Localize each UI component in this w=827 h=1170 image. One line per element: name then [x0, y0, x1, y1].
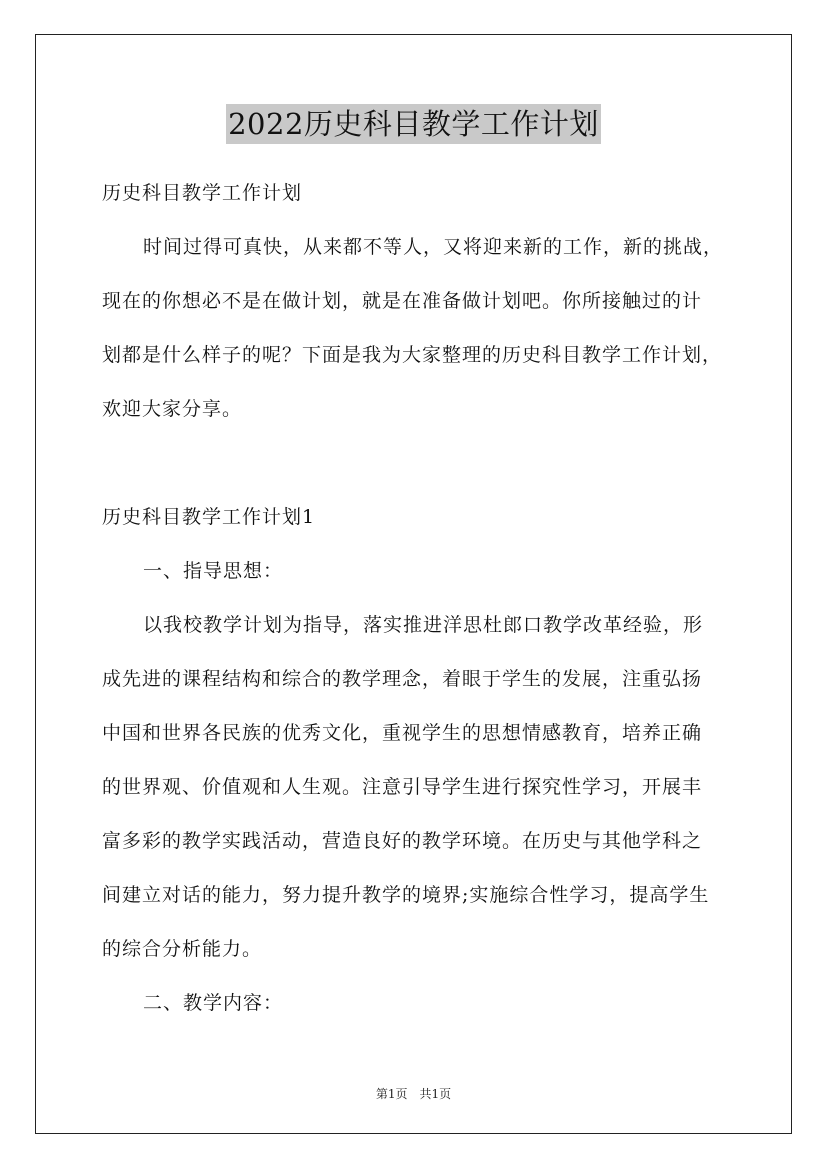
intro-line: 现在的你想必不是在做计划，就是在准备做计划吧。你所接触过的计	[102, 290, 703, 312]
intro-line: 欢迎大家分享。	[102, 398, 243, 420]
part1-heading: 一、指导思想：	[143, 560, 284, 582]
part2-heading: 二、教学内容：	[143, 992, 284, 1014]
paragraph-line: 以我校教学计划为指导，落实推进洋思杜郎口教学改革经验，形	[143, 614, 704, 636]
document-title: 2022历史科目教学工作计划	[226, 104, 601, 144]
intro-line: 时间过得可真快，从来都不等人，又将迎来新的工作，新的挑战，	[143, 236, 724, 258]
paragraph-line: 中国和世界各民族的优秀文化，重视学生的思想情感教育，培养正确	[102, 722, 703, 744]
paragraph-line: 成先进的课程结构和综合的教学理念，着眼于学生的发展，注重弘扬	[102, 668, 703, 690]
intro-line: 划都是什么样子的呢？下面是我为大家整理的历史科目教学工作计划，	[102, 344, 723, 366]
section-heading: 历史科目教学工作计划1	[102, 506, 316, 528]
paragraph-line: 间建立对话的能力，努力提升教学的境界;实施综合性学习，提高学生	[102, 884, 710, 906]
title-container	[0, 104, 827, 144]
subtitle: 历史科目教学工作计划	[102, 182, 303, 204]
spacer	[102, 440, 730, 494]
paragraph-line: 的综合分析能力。	[102, 938, 263, 960]
document-body	[102, 170, 730, 1034]
paragraph-line: 的世界观、价值观和人生观。注意引导学生进行探究性学习，开展丰	[102, 776, 703, 798]
paragraph-line: 富多彩的教学实践活动，营造良好的教学环境。在历史与其他学科之	[102, 830, 703, 852]
page-footer: 第1页 共1页	[375, 1087, 452, 1101]
